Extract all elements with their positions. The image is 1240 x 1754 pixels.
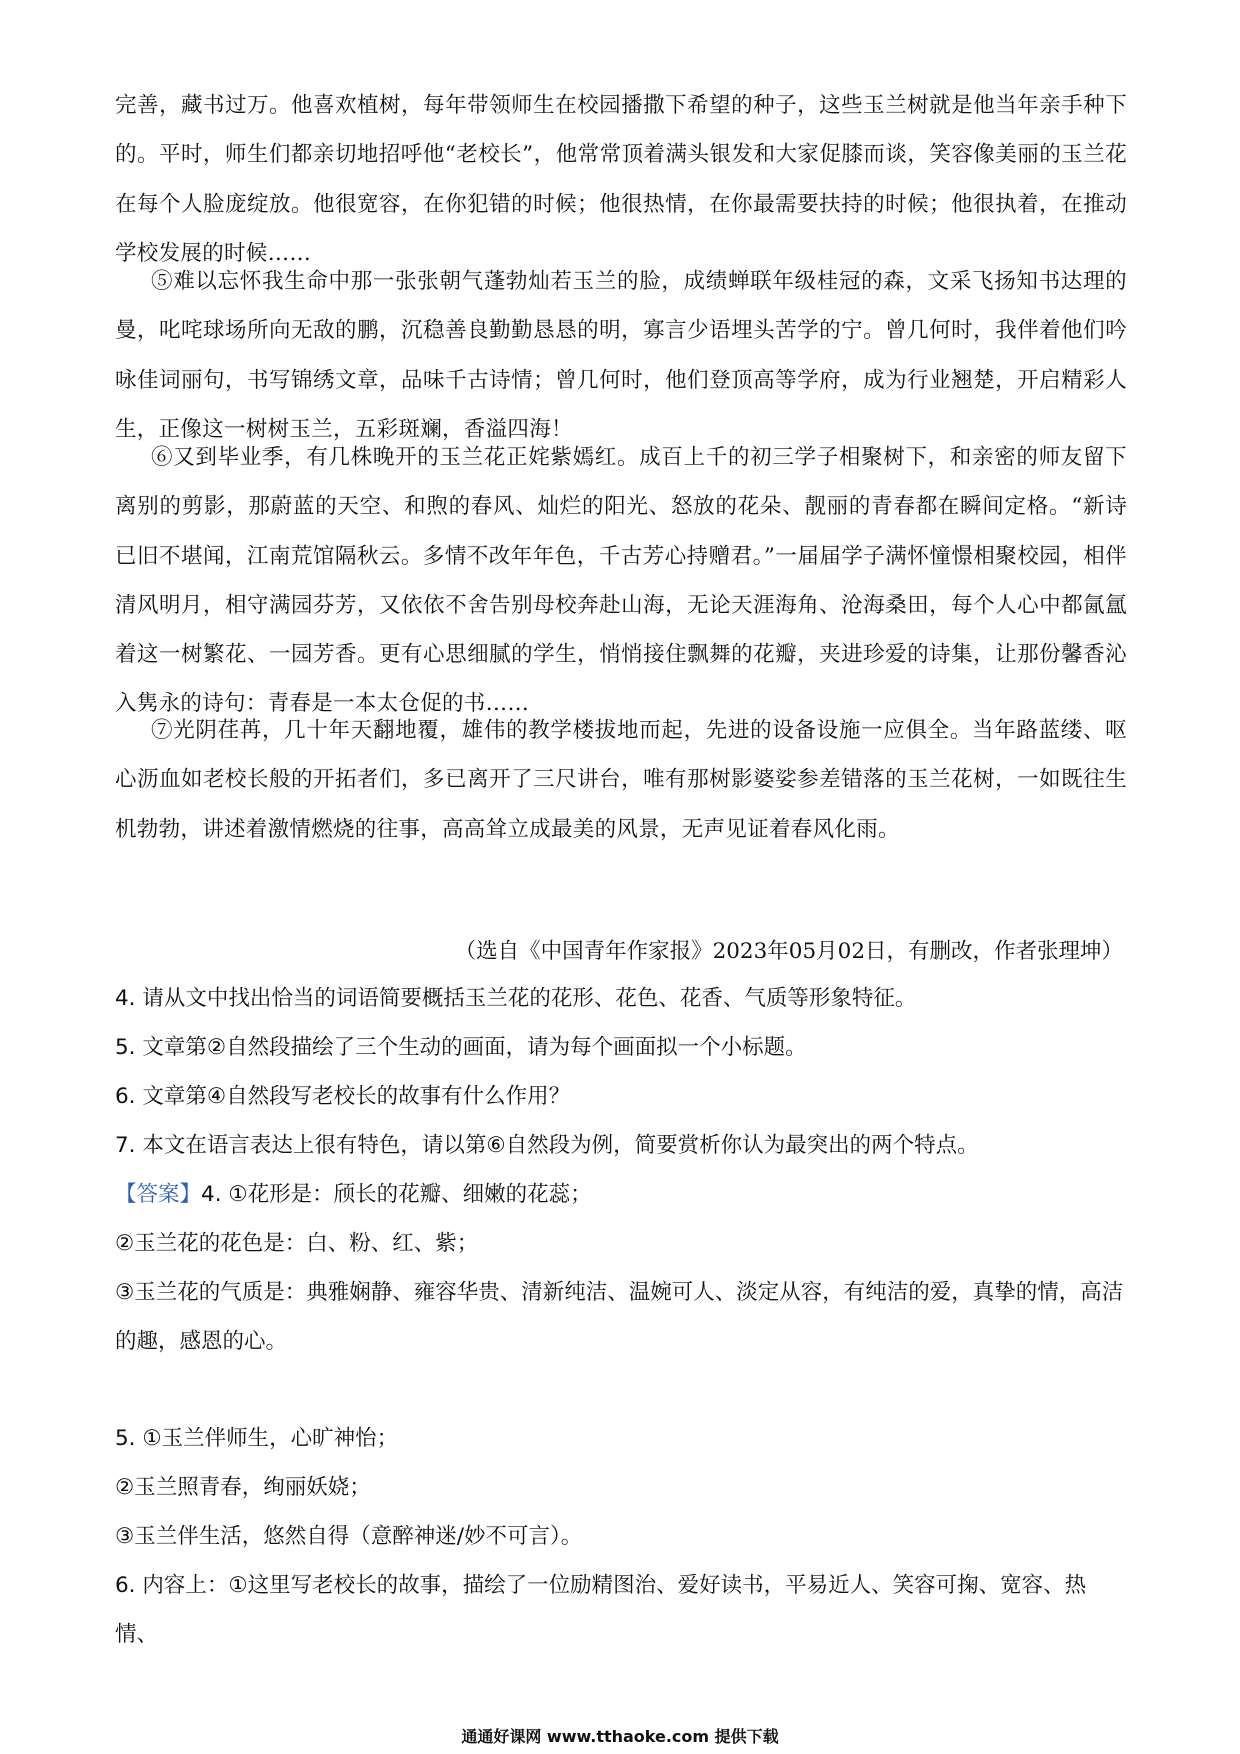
answer-5-line-1: 5. ①玉兰伴师生，心旷神怡；	[115, 1426, 399, 1451]
questions-block	[115, 974, 1127, 1366]
question-4: 4. 请从文中找出恰当的词语简要概括玉兰花的花形、花色、花香、气质等形象特征。	[115, 986, 917, 1011]
question-5: 5. 文章第②自然段描绘了三个生动的画面，请为每个画面拟一个小标题。	[115, 1035, 807, 1060]
passage-paragraph-4-continued	[115, 81, 1127, 278]
answer-4-line-1	[115, 1170, 1127, 1219]
answer-tag: 【答案】	[115, 1182, 202, 1207]
question-6: 6. 文章第④自然段写老校长的故事有什么作用？	[115, 1084, 571, 1109]
answer-5-line-2: ②玉兰照青春，绚丽妖娆；	[115, 1475, 371, 1500]
answer-4-line-2: ②玉兰花的花色是：白、粉、红、紫；	[115, 1231, 479, 1256]
passage-paragraph-6	[115, 433, 1127, 729]
answers-block	[115, 1414, 1127, 1659]
question-7: 7. 本文在语言表达上很有特色，请以第⑥自然段为例，简要赏析你认为最突出的两个特点。	[115, 1133, 979, 1158]
passage-paragraph-7	[115, 706, 1127, 854]
paragraph-text: ⑤难以忘怀我生命中那一张张朝气蓬勃灿若玉兰的脸，成绩蝉联年级桂冠的森，文采飞扬知书达理的曼，叱咤球场所向无敌的鹏，沉稳善良勤勤恳恳的明，寡言少语埋头苦学的宁。曾几何时，我伴着他们吟咏佳词丽句，书写锦绣文章，品味千古诗情；曾几何时，他们登顶高等学府，成为行业翘楚，开启精彩人生，正像这一树树玉兰，五彩斑斓，香溢四海！	[115, 269, 1127, 442]
paragraph-text: ⑦光阴荏苒，几十年天翻地覆，雄伟的教学楼拔地而起，先进的设备设施一应俱全。当年路蓝缕、呕心沥血如老校长般的开拓者们，多已离开了三尺讲台，唯有那树影婆娑参差错落的玉兰花树，一如既往生机勃勃，讲述着激情燃烧的往事，高高耸立成最美的风景，无声见证着春风化雨。	[115, 718, 1127, 842]
page-footer: 通通好课网 www.tthaoke.com 提供下载	[461, 1727, 779, 1746]
paragraph-text: ⑥又到毕业季，有几株晚开的玉兰花正姹紫嫣红。成百上千的初三学子相聚树下，和亲密的师友留下离别的剪影，那蔚蓝的天空、和煦的春风、灿烂的阳光、怒放的花朵、靓丽的青春都在瞬间定格。“新诗已旧不堪闻，江南荒馆隔秋云。多情不改年年色，千古芳心持赠君。”一届届学子满怀憧憬相聚校园，相伴清风明月，相守满园芬芳，又依依不舍告别母校奔赴山海，无论天涯海角、沧海桑田，每个人心中都氤氲着这一树繁花、一园芳香。更有心思细腻的学生，悄悄接住飘舞的花瓣，夹进珍爱的诗集，让那份馨香沁入隽永的诗句：青春是一本太仓促的书……	[115, 445, 1127, 717]
paragraph-text: 完善，藏书过万。他喜欢植树，每年带领师生在校园播撒下希望的种子，这些玉兰树就是他当年亲手种下的。平时，师生们都亲切地招呼他“老校长”，他常常顶着满头银发和大家促膝而谈，笑容像美丽的玉兰花在每个人脸庞绽放。他很宽容，在你犯错的时候；他很热情，在你最需要扶持的时候；他很执着，在推动学校发展的时候……	[115, 93, 1127, 266]
answer-4-line-3: ③玉兰花的气质是：典雅娴静、雍容华贵、清新纯洁、温婉可人、淡定从容，有纯洁的爱，真挚的情，高洁的趣，感恩的心。	[115, 1280, 1124, 1354]
answer-text: 4. ①花形是：颀长的花瓣、细嫩的花蕊；	[201, 1182, 592, 1207]
passage-paragraph-5	[115, 257, 1127, 454]
answer-6-line-1: 6. 内容上：①这里写老校长的故事，描绘了一位励精图治、爱好读书，平易近人、笑容可掬、宽容、热情、	[115, 1573, 1087, 1647]
passage-source: （选自《中国青年作家报》2023年05月02日，有删改，作者张理坤）	[454, 939, 1123, 964]
answer-5-line-3: ③玉兰伴生活，悠然自得（意醉神迷/妙不可言）。	[115, 1524, 583, 1549]
